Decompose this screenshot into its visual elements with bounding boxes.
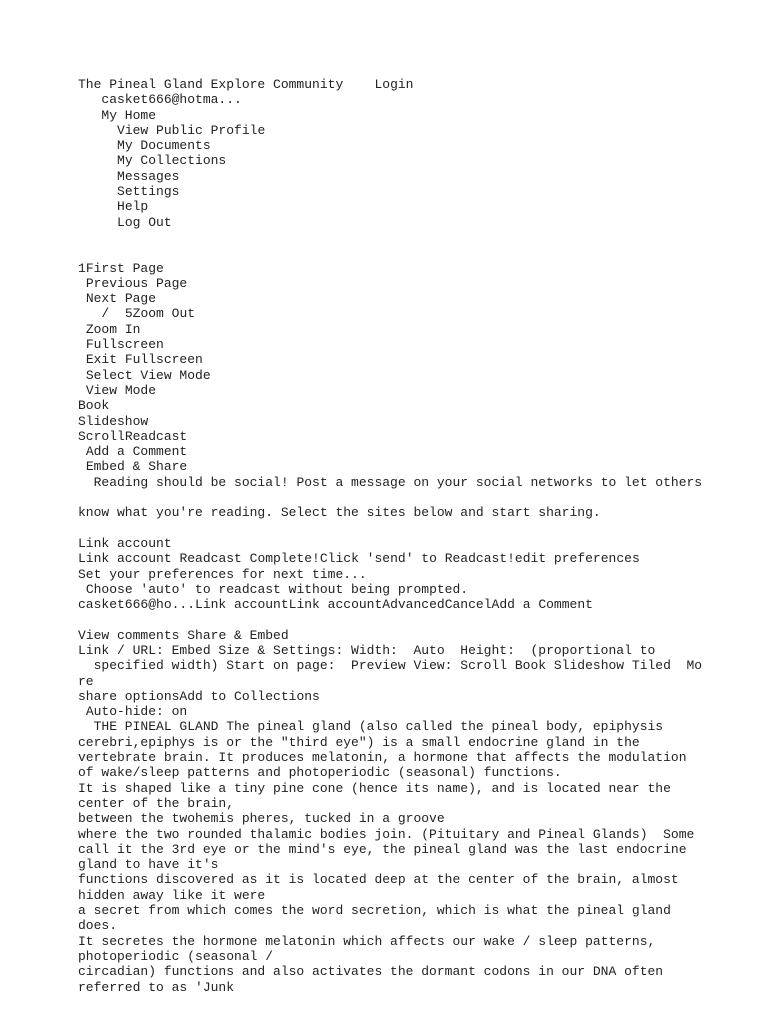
spacer [78,490,758,505]
set-preferences-text: Set your preferences for next time... [78,566,367,582]
document-line: functions discovered as it is located deep at the center of the brain, almost [78,872,679,888]
view-mode-book[interactable]: Book [78,398,110,414]
page-separator: / [101,306,110,322]
readcast-actions-row [78,597,758,612]
embed-settings-row [78,658,758,673]
select-view-mode-button[interactable]: Select View Mode [85,367,211,383]
toolbar-row [78,459,758,474]
link-account-button[interactable]: Link account [78,535,172,551]
toolbar-row [78,337,758,352]
readcast-social-text-2 [78,505,758,520]
document-line: a secret from which comes the word secretion, which is what the pineal gland [78,903,671,919]
share-embed-link[interactable]: Share & Embed [187,627,289,643]
menu-settings[interactable]: Settings [117,184,180,200]
auto-hide-toggle[interactable]: Auto-hide: on [85,704,188,720]
document-line: THE PINEAL GLAND The pineal gland (also called the pineal body, epiphysis [78,719,664,735]
comments-share-row [78,628,758,643]
link-account-button-4[interactable]: Link account [288,597,383,613]
readcast-complete: Readcast Complete! [179,551,320,567]
toolbar-row [78,414,758,429]
spacer [78,612,758,627]
add-comment-button[interactable]: Add a Comment [85,444,188,460]
toolbar-row [78,322,758,337]
page-total: 5 [124,306,133,322]
document-line: call it the 3rd eye or the mind's eye, the pineal gland was the last endocrine [78,841,687,857]
user-email-row [78,92,758,107]
document-line: It is shaped like a tiny pine cone (hence its name), and is located near the [78,780,671,796]
user-email-link[interactable]: casket666@hotma... [101,92,242,108]
document-line: referred to as 'Junk [78,979,235,995]
exit-fullscreen-button[interactable]: Exit Fullscreen [85,352,203,368]
link-account-button-3[interactable]: Link account [195,597,289,613]
page-number-input[interactable]: 1 [78,260,86,276]
first-page-button[interactable]: First Page [85,260,164,276]
view-mode-scroll[interactable]: Scroll [78,428,125,444]
readcast-social-line2: know what you're reading. Select the sites below and start sharing. [78,505,601,521]
menu-my-collections[interactable]: My Collections [117,153,227,169]
toolbar-row [78,306,758,321]
cancel-button[interactable]: Cancel [444,597,492,613]
login-link[interactable]: Login [374,77,414,92]
embed-settings-row [78,643,758,658]
zoom-in-button[interactable]: Zoom In [85,321,141,337]
readcast-button[interactable]: Readcast [124,428,188,444]
menu-item-row [78,215,758,230]
advanced-button[interactable]: Advanced [382,597,445,613]
readcast-status-row [78,551,758,566]
toolbar-first-page-row [78,261,758,276]
toolbar-row [78,368,758,383]
document-line: gland to have it's [78,857,219,873]
set-preferences-row [78,567,758,582]
menu-help[interactable]: Help [117,199,149,215]
choose-auto-text: Choose 'auto' to readcast without being prompted. [85,581,469,597]
fullscreen-button[interactable]: Fullscreen [85,337,164,353]
embed-settings-row [78,674,758,689]
view-mode-label: View Mode [85,382,157,398]
embed-preview-text: specified width) Start on page: Preview View: Scroll Book Slideshow Tiled Mo [93,658,703,674]
toolbar-row [78,429,758,444]
document-line: of wake/sleep patterns and photoperiodic (seasonal) functions. [78,765,562,781]
my-home-link[interactable]: My Home [101,107,157,123]
spacer [78,245,758,260]
share-options-row [78,689,758,704]
share-options-link[interactable]: share options [78,688,180,704]
readcast-social-line1: Reading should be social! Post a message on your social networks to let others [93,474,703,490]
link-account-button-2[interactable]: Link account [78,551,172,567]
page-content [78,77,758,995]
menu-item-row [78,169,758,184]
toolbar-row [78,383,758,398]
link-account-row [78,536,758,551]
embed-settings-text: Link / URL: Embed Size & Settings: Width: Auto Height: (proportional to [78,642,656,658]
document-line: circadian) functions and also activates the dormant codons in our DNA often [78,964,664,980]
menu-messages[interactable]: Messages [117,168,180,184]
view-mode-slideshow[interactable]: Slideshow [78,413,149,429]
toolbar-row [78,352,758,367]
menu-view-public-profile[interactable]: View Public Profile [117,122,266,138]
previous-page-button[interactable]: Previous Page [85,275,188,291]
edit-preferences-link[interactable]: edit preferences [514,551,640,567]
document-line: cerebri,epiphys is or the "third eye") is a small endocrine gland in the [78,734,640,750]
document-body [78,719,758,994]
document-line: photoperiodic (seasonal / [78,948,274,964]
choose-auto-row [78,582,758,597]
menu-item-row [78,184,758,199]
embed-more-text: re [78,673,94,689]
site-header [78,77,758,92]
site-title-link[interactable]: The Pineal Gland Explore Community [78,77,344,92]
embed-share-button[interactable]: Embed & Share [85,459,188,475]
menu-my-documents[interactable]: My Documents [117,138,211,154]
zoom-out-button[interactable]: Zoom Out [132,306,196,322]
menu-item-row [78,123,758,138]
menu-item-row [78,153,758,168]
view-comments-link[interactable]: View comments [78,627,180,643]
next-page-button[interactable]: Next Page [85,291,157,307]
document-line: vertebrate brain. It produces melatonin, a hormone that affects the modulation [78,750,687,766]
spacer [78,521,758,536]
document-line: where the two rounded thalamic bodies join. (Pituitary and Pineal Glands) Some [78,826,695,842]
menu-item-row [78,199,758,214]
toolbar-row [78,291,758,306]
toolbar-row [78,444,758,459]
menu-item-row [78,138,758,153]
toolbar-row [78,398,758,413]
readcast-user-email: casket666@ho... [78,597,196,613]
readcast-send-hint: Click 'send' to Readcast! [319,551,515,567]
readcast-social-text [78,475,758,490]
auto-hide-row [78,704,758,719]
toolbar-row [78,276,758,291]
document-line: does. [78,918,118,934]
my-home-row [78,108,758,123]
menu-log-out[interactable]: Log Out [117,214,172,230]
spacer [78,230,758,245]
add-comment-link[interactable]: Add a Comment [491,597,593,613]
add-to-collections-link[interactable]: Add to Collections [179,688,320,704]
document-line: hidden away like it were [78,887,266,903]
document-line: center of the brain, [78,795,235,811]
document-line: between the twohemis pheres, tucked in a groove [78,811,445,827]
document-line: It secretes the hormone melatonin which affects our wake / sleep patterns, [78,933,656,949]
